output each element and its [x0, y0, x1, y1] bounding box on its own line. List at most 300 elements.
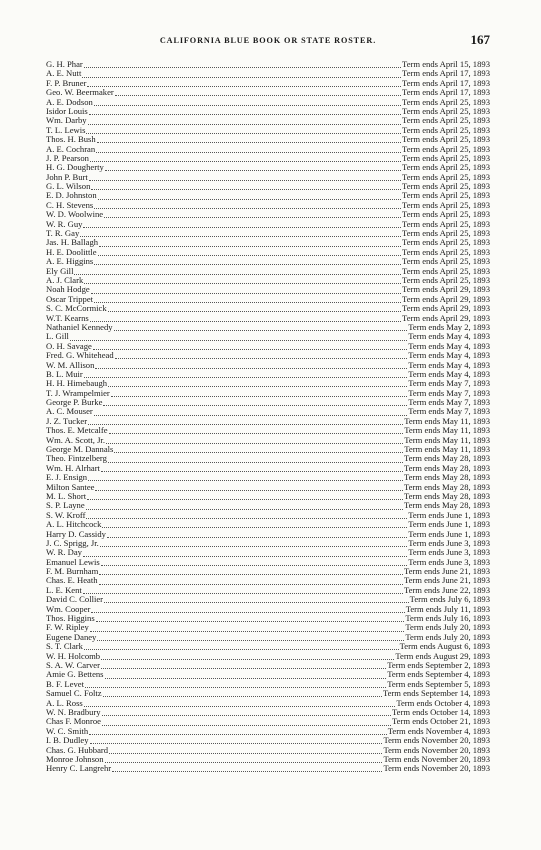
entry-term: Term ends April 25, 1893 — [402, 257, 490, 267]
roster-entry — [46, 548, 490, 557]
entry-term: Term ends April 15, 1893 — [402, 60, 490, 69]
dot-leader — [98, 193, 401, 200]
entry-term: Term ends April 29, 1893 — [402, 304, 490, 314]
dot-leader — [105, 756, 383, 763]
entry-term: Term ends June 1, 1893 — [408, 510, 490, 520]
entry-name: A. J. Clark — [46, 275, 84, 285]
roster-entry — [46, 135, 490, 144]
entry-term: Term ends May 11, 1893 — [404, 435, 490, 445]
entry-term: Term ends May 28, 1893 — [403, 463, 490, 473]
roster-entry — [46, 736, 490, 745]
entry-name: Amie G. Bettens — [46, 670, 104, 680]
entry-name: Harry D. Cassidy — [46, 529, 106, 539]
entry-name: Thos. Higgins — [46, 614, 95, 624]
entry-term: Term ends June 1, 1893 — [408, 529, 490, 539]
entry-term: Term ends May 28, 1893 — [403, 482, 490, 492]
roster-entry — [46, 370, 490, 379]
dot-leader — [101, 662, 386, 669]
entry-name: E. J. Ensign — [46, 473, 88, 483]
dot-leader — [90, 315, 401, 322]
dot-leader — [99, 240, 401, 247]
entry-name: Milton Santee — [46, 482, 95, 492]
entry-term: Term ends May 7, 1893 — [408, 398, 490, 408]
entry-term: Term ends June 21, 1893 — [403, 567, 490, 577]
entry-term: Term ends April 25, 1893 — [402, 97, 490, 107]
page-header — [46, 32, 490, 50]
dot-leader — [84, 277, 401, 284]
entry-name: J. P. Pearson — [46, 153, 89, 163]
entry-name: A. C. Mouser — [46, 407, 93, 417]
entry-name: T. J. Wrampelmier — [46, 388, 110, 398]
entry-name: W.T. Kearns — [46, 313, 89, 323]
roster-entry — [46, 464, 490, 473]
entry-term: Term ends April 17, 1893 — [402, 78, 490, 88]
entry-name: L. Gill — [46, 332, 69, 342]
dot-leader — [97, 634, 404, 641]
dot-leader — [70, 334, 407, 341]
dot-leader — [84, 371, 407, 378]
roster-entry — [46, 267, 490, 276]
entry-name: Wm. Darby — [46, 116, 87, 126]
entry-name: Jas. H. Ballagh — [46, 238, 99, 248]
entry-name: Wm. A. Scott, Jr. — [46, 435, 105, 445]
entry-term: Term ends April 25, 1893 — [402, 163, 490, 173]
entry-name: J. Z. Tucker — [46, 416, 88, 426]
entry-name: Fred. G. Whitehead — [46, 351, 114, 361]
roster-entry — [46, 652, 490, 661]
entry-name: H. H. Himebaugh — [46, 379, 108, 389]
entry-term: Term ends April 25, 1893 — [402, 200, 490, 210]
entry-term: Term ends November 20, 1893 — [383, 736, 490, 746]
entry-name: J. C. Sprigg, Jr. — [46, 538, 99, 548]
dot-leader — [107, 531, 407, 538]
dot-leader — [105, 164, 401, 171]
entry-term: Term ends October 21, 1893 — [392, 717, 490, 727]
dot-leader — [94, 409, 407, 416]
dot-leader — [96, 615, 405, 622]
entry-term: Term ends June 22, 1893 — [403, 585, 490, 595]
entry-name: I. B. Dudley — [46, 736, 89, 746]
roster-entry — [46, 614, 490, 623]
dot-leader — [86, 127, 401, 134]
entry-term: Term ends May 11, 1893 — [404, 426, 490, 436]
entry-term: Term ends April 17, 1893 — [402, 88, 490, 98]
dot-leader — [114, 446, 403, 453]
entry-term: Term ends June 3, 1893 — [408, 557, 490, 567]
entry-name: Chas. G. Hubbard — [46, 745, 109, 755]
roster-entry — [46, 295, 490, 304]
roster-entry — [46, 623, 490, 632]
roster-entry — [46, 417, 490, 426]
roster-entry — [46, 276, 490, 285]
roster-entry — [46, 436, 490, 445]
entry-term: Term ends June 3, 1893 — [408, 538, 490, 548]
entry-term: Term ends May 11, 1893 — [404, 445, 490, 455]
dot-leader — [91, 606, 404, 613]
roster-entry — [46, 708, 490, 717]
roster-entry — [46, 107, 490, 116]
roster-entry — [46, 567, 490, 576]
roster-entry — [46, 79, 490, 88]
entry-term: Term ends April 25, 1893 — [402, 238, 490, 248]
roster-entry — [46, 342, 490, 351]
entry-term: Term ends July 20, 1893 — [405, 632, 490, 642]
entry-term: Term ends April 29, 1893 — [402, 313, 490, 323]
entry-name: T. R. Gay — [46, 229, 80, 239]
roster-entry — [46, 492, 490, 501]
roster-entry — [46, 145, 490, 154]
entry-term: Term ends May 28, 1893 — [403, 473, 490, 483]
entry-term: Term ends May 4, 1893 — [408, 360, 490, 370]
roster-entry — [46, 595, 490, 604]
entry-name: W. D. Woolwine — [46, 210, 104, 220]
dot-leader — [115, 352, 408, 359]
roster-entry — [46, 642, 490, 651]
dot-leader — [99, 578, 403, 585]
dot-leader — [93, 343, 407, 350]
roster-entry — [46, 558, 490, 567]
roster-entry — [46, 69, 490, 78]
roster-entry — [46, 473, 490, 482]
entry-name: E. D. Johnston — [46, 191, 97, 201]
entry-name: A. E. Dodson — [46, 97, 93, 107]
dot-leader — [94, 202, 401, 209]
entry-term: Term ends May 28, 1893 — [403, 501, 490, 511]
entry-name: B. F. Levet — [46, 679, 84, 689]
roster-entry — [46, 191, 490, 200]
entry-name: Emanuel Lewis — [46, 557, 100, 567]
entry-term: Term ends May 28, 1893 — [403, 491, 490, 501]
dot-leader — [97, 136, 401, 143]
roster-entry — [46, 116, 490, 125]
roster-entry — [46, 689, 490, 698]
entry-term: Term ends September 2, 1893 — [387, 661, 490, 670]
entry-term: Term ends April 25, 1893 — [402, 135, 490, 145]
roster-entry — [46, 304, 490, 313]
entry-term: Term ends May 7, 1893 — [408, 388, 490, 398]
entry-term: Term ends April 25, 1893 — [402, 116, 490, 126]
dot-leader — [80, 230, 401, 237]
roster-entry — [46, 173, 490, 182]
roster-entry — [46, 210, 490, 219]
dot-leader — [96, 146, 401, 153]
dot-leader — [101, 465, 403, 472]
dot-leader — [88, 118, 401, 125]
entry-term: Term ends November 4, 1893 — [387, 726, 490, 736]
entry-name: Eugene Daney — [46, 632, 97, 642]
roster-entry — [46, 586, 490, 595]
entry-term: Term ends June 1, 1893 — [408, 520, 490, 530]
entry-name: S. P. Layne — [46, 501, 85, 511]
entry-term: Term ends May 2, 1893 — [408, 322, 490, 332]
entry-name: O. H. Savage — [46, 341, 92, 351]
entry-name: A. L. Ross — [46, 698, 83, 708]
roster-entry — [46, 314, 490, 323]
dot-leader — [108, 380, 407, 387]
dot-leader — [91, 287, 401, 294]
dot-leader — [103, 399, 407, 406]
entry-term: Term ends April 29, 1893 — [402, 285, 490, 295]
dot-leader — [84, 700, 396, 707]
roster-entry — [46, 323, 490, 332]
roster-entry — [46, 332, 490, 341]
entry-name: Noah Hodge — [46, 285, 90, 295]
entry-term: Term ends April 25, 1893 — [402, 275, 490, 285]
dot-leader — [105, 672, 387, 679]
entry-name: S. W. Kroff — [46, 510, 86, 520]
entry-term: Term ends April 25, 1893 — [402, 247, 490, 257]
dot-leader — [90, 155, 401, 162]
roster-entry — [46, 727, 490, 736]
entry-name: A. E. Nutt — [46, 69, 82, 79]
entry-name: G. H. Phar — [46, 60, 83, 69]
roster-entry — [46, 126, 490, 135]
page-number: 167 — [470, 32, 490, 47]
dot-leader — [83, 221, 401, 228]
roster-entry — [46, 361, 490, 370]
dot-leader — [101, 653, 394, 660]
entry-name: B. L. Muir — [46, 369, 83, 379]
entry-term: Term ends May 11, 1893 — [404, 416, 490, 426]
roster-entry — [46, 670, 490, 679]
entry-term: Term ends May 4, 1893 — [408, 341, 490, 351]
entry-name: Geo. W. Beermaker — [46, 88, 114, 98]
entry-name: Nathaniel Kennedy — [46, 322, 113, 332]
dot-leader — [89, 728, 387, 735]
dot-leader — [82, 71, 401, 78]
entry-name: Samuel C. Foltz — [46, 689, 102, 699]
entry-term: Term ends April 25, 1893 — [402, 144, 490, 154]
entry-name: George P. Burke — [46, 398, 103, 408]
dot-leader — [89, 108, 401, 115]
entry-name: Isidor Louis — [46, 106, 88, 116]
entry-name: Chas. E. Heath — [46, 576, 98, 586]
entry-term: Term ends June 3, 1893 — [408, 548, 490, 558]
entry-term: Term ends April 25, 1893 — [402, 153, 490, 163]
entry-term: Term ends July 6, 1893 — [409, 595, 490, 605]
roster-entry — [46, 248, 490, 257]
dot-leader — [88, 474, 403, 481]
entry-term: Term ends June 21, 1893 — [403, 576, 490, 586]
roster-entry — [46, 699, 490, 708]
entry-name: David C. Collier — [46, 595, 104, 605]
dot-leader — [114, 324, 408, 331]
roster-entry — [46, 285, 490, 294]
entry-name: M. L. Short — [46, 491, 87, 501]
dot-leader — [115, 89, 401, 96]
entry-term: Term ends April 25, 1893 — [402, 182, 490, 192]
dot-leader — [102, 719, 391, 726]
roster-entry — [46, 238, 490, 247]
roster-entry — [46, 633, 490, 642]
entry-term: Term ends April 29, 1893 — [402, 294, 490, 304]
dot-leader — [94, 258, 401, 265]
roster-list — [46, 60, 490, 774]
entry-name: Thos. E. Metcalfe — [46, 426, 108, 436]
dot-leader — [86, 503, 403, 510]
roster-entry — [46, 426, 490, 435]
entry-name: Thos. H. Bush — [46, 135, 96, 145]
entry-name: A. L. Hitchcock — [46, 520, 102, 530]
roster-entry — [46, 98, 490, 107]
dot-leader — [112, 765, 382, 772]
entry-term: Term ends April 17, 1893 — [402, 69, 490, 79]
dot-leader — [91, 183, 401, 190]
roster-entry — [46, 201, 490, 210]
entry-term: Term ends September 5, 1893 — [387, 679, 490, 689]
dot-leader — [87, 80, 401, 87]
dot-leader — [102, 709, 391, 716]
roster-entry — [46, 576, 490, 585]
entry-name: W. C. Smith — [46, 726, 89, 736]
dot-leader — [106, 437, 403, 444]
dot-leader — [109, 747, 382, 754]
roster-entry — [46, 220, 490, 229]
entry-name: Ely Gill — [46, 266, 74, 276]
dot-leader — [83, 587, 403, 594]
entry-name: John P. Burt — [46, 172, 88, 182]
entry-term: Term ends April 25, 1893 — [402, 106, 490, 116]
entry-name: Wm. Cooper — [46, 604, 91, 614]
dot-leader — [99, 568, 403, 575]
entry-name: Monroe Johnson — [46, 754, 104, 764]
dot-leader — [95, 362, 407, 369]
dot-leader — [90, 737, 383, 744]
entry-term: Term ends October 4, 1893 — [396, 698, 490, 708]
entry-name: C. H. Stevens — [46, 200, 94, 210]
dot-leader — [84, 61, 401, 68]
entry-term: Term ends April 25, 1893 — [402, 125, 490, 135]
entry-name: G. L. Wilson — [46, 182, 91, 192]
entry-term: Term ends September 14, 1893 — [382, 689, 490, 699]
roster-entry — [46, 605, 490, 614]
entry-term: Term ends August 6, 1893 — [399, 642, 490, 652]
roster-entry — [46, 182, 490, 191]
roster-entry — [46, 520, 490, 529]
entry-name: F. M. Burnham — [46, 567, 99, 577]
roster-entry — [46, 445, 490, 454]
entry-term: Term ends September 4, 1893 — [387, 670, 490, 680]
roster-entry — [46, 154, 490, 163]
entry-term: Term ends May 7, 1893 — [408, 407, 490, 417]
roster-entry — [46, 511, 490, 520]
entry-name: H. E. Doolittle — [46, 247, 97, 257]
entry-term: Term ends April 25, 1893 — [402, 191, 490, 201]
entry-term: Term ends May 4, 1893 — [408, 332, 490, 342]
entry-term: Term ends May 4, 1893 — [408, 351, 490, 361]
dot-leader — [100, 540, 407, 547]
dot-leader — [102, 521, 407, 528]
dot-leader — [85, 681, 386, 688]
entry-term: Term ends April 25, 1893 — [402, 172, 490, 182]
entry-term: Term ends May 28, 1893 — [403, 454, 490, 464]
dot-leader — [83, 550, 407, 557]
dot-leader — [104, 211, 401, 218]
entry-term: Term ends August 29, 1893 — [395, 651, 490, 661]
entry-name: W. N. Bradbury — [46, 707, 101, 717]
roster-entry — [46, 379, 490, 388]
entry-term: Term ends July 20, 1893 — [405, 623, 490, 633]
dot-leader — [103, 690, 382, 697]
entry-term: Term ends April 25, 1893 — [402, 210, 490, 220]
entry-term: Term ends November 20, 1893 — [383, 764, 490, 774]
entry-term: Term ends April 25, 1893 — [402, 266, 490, 276]
entry-name: W. R. Guy — [46, 219, 83, 229]
roster-entry — [46, 755, 490, 764]
entry-name: Henry C. Langrehr — [46, 764, 112, 774]
roster-entry — [46, 680, 490, 689]
entry-name: A. E. Higgins — [46, 257, 94, 267]
entry-name: F. P. Bruner — [46, 78, 87, 88]
roster-entry — [46, 661, 490, 670]
dot-leader — [84, 643, 399, 650]
entry-name: W. R. Day — [46, 548, 82, 558]
dot-leader — [98, 249, 401, 256]
dot-leader — [86, 512, 407, 519]
roster-entry — [46, 88, 490, 97]
entry-term: Term ends July 16, 1893 — [405, 614, 490, 624]
entry-name: Chas F. Monroe — [46, 717, 101, 727]
entry-name: Oscar Trippet — [46, 294, 94, 304]
entry-name: F. W. Ripley — [46, 623, 89, 633]
roster-entry — [46, 389, 490, 398]
entry-term: Term ends October 14, 1893 — [392, 707, 490, 717]
entry-name: Theo. Fintzelberg — [46, 454, 107, 464]
dot-leader — [94, 296, 401, 303]
entry-term: Term ends November 20, 1893 — [383, 754, 490, 764]
running-title: CALIFORNIA BLUE BOOK OR STATE ROSTER. — [159, 36, 377, 45]
dot-leader — [95, 484, 402, 491]
dot-leader — [90, 625, 405, 632]
roster-entry — [46, 407, 490, 416]
entry-term: Term ends May 7, 1893 — [408, 379, 490, 389]
dot-leader — [74, 268, 401, 275]
roster-entry — [46, 163, 490, 172]
roster-entry — [46, 746, 490, 755]
entry-name: George M. Dannals — [46, 445, 114, 455]
entry-term: Term ends April 25, 1893 — [402, 219, 490, 229]
entry-term: Term ends July 11, 1893 — [405, 604, 490, 614]
dot-leader — [104, 596, 409, 603]
dot-leader — [108, 305, 401, 312]
entry-name: H. G. Dougherty — [46, 163, 104, 173]
entry-term: Term ends April 25, 1893 — [402, 229, 490, 239]
entry-name: W. M. Allison — [46, 360, 95, 370]
entry-name: S. C. McCormick — [46, 304, 107, 314]
roster-entry — [46, 454, 490, 463]
dot-leader — [109, 427, 404, 434]
roster-entry — [46, 539, 490, 548]
entry-term: Term ends May 4, 1893 — [408, 369, 490, 379]
dot-leader — [88, 418, 403, 425]
entry-name: Wm. H. Alrhart — [46, 463, 100, 473]
roster-entry — [46, 229, 490, 238]
roster-entry — [46, 257, 490, 266]
roster-entry — [46, 483, 490, 492]
entry-name: W. H. Holcomb — [46, 651, 101, 661]
dot-leader — [101, 559, 408, 566]
roster-entry — [46, 530, 490, 539]
roster-entry — [46, 717, 490, 726]
roster-entry — [46, 60, 490, 69]
dot-leader — [87, 493, 403, 500]
roster-entry — [46, 501, 490, 510]
entry-name: A. E. Cochran — [46, 144, 96, 154]
entry-term: Term ends November 20, 1893 — [383, 745, 490, 755]
entry-name: L. E. Kent — [46, 585, 82, 595]
roster-entry — [46, 351, 490, 360]
dot-leader — [89, 174, 401, 181]
